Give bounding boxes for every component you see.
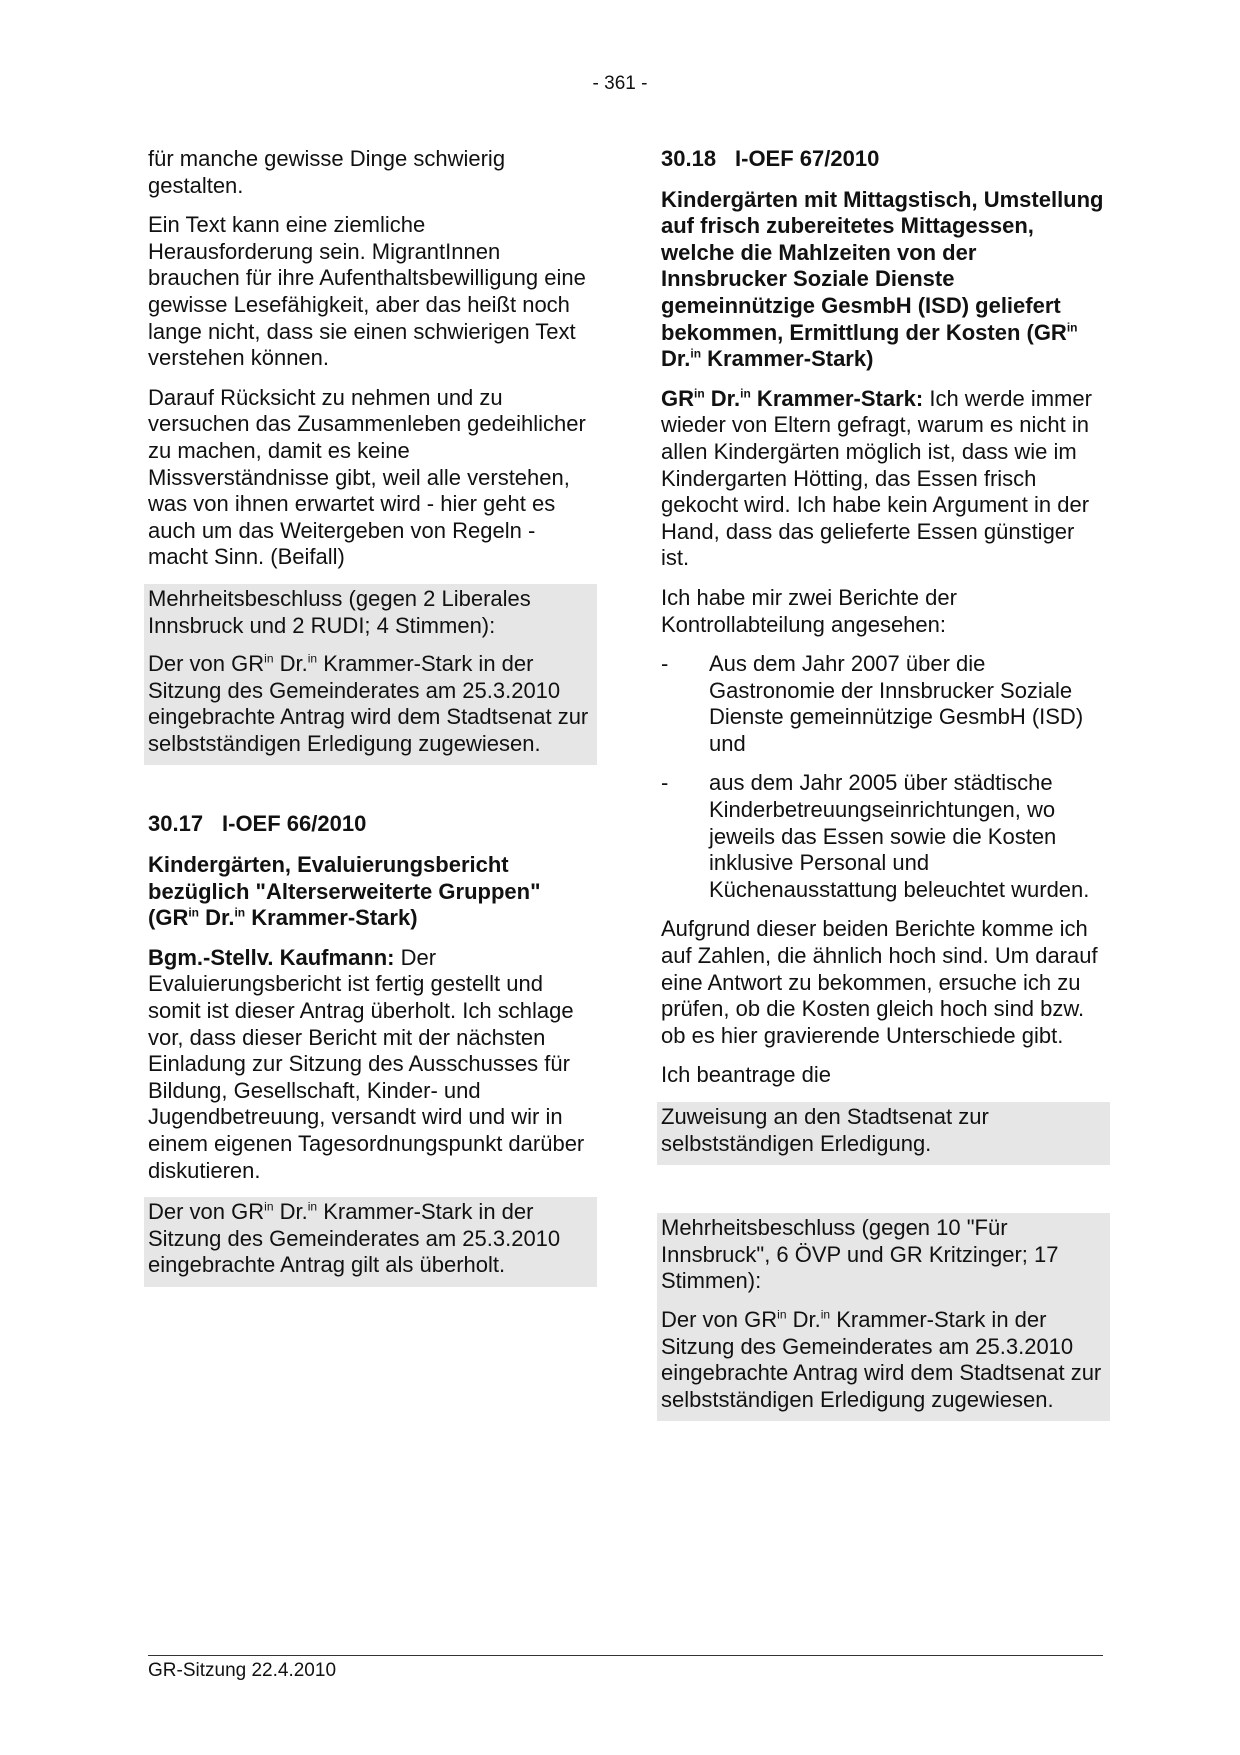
motion-block <box>657 1102 1110 1165</box>
left-column <box>148 146 593 1287</box>
list-item-text: aus dem Jahr 2005 über städtische Kinderbetreuungseinrichtungen, wo jeweils das Essen sowie die Kosten inklusive Personal und Küchenausstattung beleuchtet wurden. <box>709 770 1090 902</box>
agenda-item-number: 30.17 <box>148 811 204 837</box>
right-column <box>661 146 1106 1421</box>
agenda-item-title: Kindergärten, Evaluierungsbericht bezüglich "Alterserweiterte Gruppen" ($GR^{in}$ Dr.$^{in}$ Krammer-Stark) <box>148 852 541 931</box>
paragraph: für manche gewisse Dinge schwierig gestalten. <box>148 146 506 198</box>
decision-block <box>144 584 597 766</box>
speaker-name: Bgm.-Stellv. Kaufmann: <box>148 944 395 970</box>
decision-text: Der von $GR^{in}$ Dr.$^{in}$ Krammer-Stark in der Sitzung des Gemeinderates am 25.3.2010 eingebrachte Antrag wird dem Stadtsenat zur selbstständigen Erledigung zugewiesen. <box>148 651 589 756</box>
speech-paragraph: Bgm.-Stellv. Kaufmann: Der Evaluierungsbericht ist fertig gestellt und somit ist dieser Antrag überholt. Ich schlage vor, dass dieser Bericht mit der nächsten Einladung zur Sitzung des Ausschusses für Bildung, Gesellschaft, Kinder- und Jugendbetreuung, versandt wird und wir in einem eigenen Tagesordnungspunkt darüber diskutieren. <box>148 944 585 1183</box>
page-number: - 361 - <box>592 73 648 94</box>
speech-paragraph: $GR^{in}$ Dr.$^{in}$ Krammer-Stark: Ich werde immer wieder von Eltern gefragt, warum es nicht in allen Kindergärten möglich ist, dass wie im Kindergarten Hötting, das Essen frisch gekocht wird. Ich habe kein Argument in der Hand, dass das gelieferte Essen günstiger ist. <box>661 385 1092 571</box>
decision-block <box>657 1213 1110 1421</box>
paragraph: Ein Text kann eine ziemliche Herausforderung sein. MigrantInnen brauchen für ihre Aufenthaltsbewilligung eine gewisse Lesefähigkeit, aber das heißt noch lange nicht, dass sie einen schwierigen Text verstehen können. <box>148 212 586 371</box>
motion-text: Zuweisung an den Stadtsenat zur selbstständigen Erledigung. <box>661 1104 989 1156</box>
paragraph: Aufgrund dieser beiden Berichte komme ich auf Zahlen, die ähnlich hoch sind. Um darauf eine Antwort zu bekommen, ersuche ich zu prüfen, ob die Kosten gleich hoch sind bzw. ob es hier gravierende Unterschiede gibt. <box>661 916 1098 1048</box>
vote-result: Mehrheitsbeschluss (gegen 10 "Für Innsbruck", 6 ÖVP und GR Kritzinger; 17 Stimmen): <box>661 1215 1059 1294</box>
agenda-item-heading <box>148 811 593 838</box>
decision-block <box>144 1197 597 1287</box>
agenda-item-code: I-OEF 67/2010 <box>735 146 880 171</box>
dash-bullet: - <box>661 770 669 796</box>
list-item <box>661 770 1106 903</box>
vote-result: Mehrheitsbeschluss (gegen 2 Liberales Innsbruck und 2 RUDI; 4 Stimmen): <box>148 585 531 638</box>
agenda-item-code: I-OEF 66/2010 <box>222 811 367 837</box>
list-item-text: Aus dem Jahr 2007 über die Gastronomie der Innsbrucker Soziale Dienste gemeinnützige GesmbH (ISD) und <box>709 651 1084 756</box>
agenda-item-title: Kindergärten mit Mittagstisch, Umstellung auf frisch zubereitetes Mittagessen, welche die Mahlzeiten von der Innsbrucker Soziale Dienste gemeinnützige GesmbH (ISD) geliefert bekommen, Ermittlung der Kosten ($GR^{in}$ Dr.$^{in}$ Krammer-Stark) <box>661 186 1104 372</box>
decision-text: Der von $GR^{in}$ Dr.$^{in}$ Krammer-Stark in der Sitzung des Gemeinderates am 25.3.2010 eingebrachte Antrag gilt als überholt. <box>148 1199 561 1278</box>
footer-text: GR-Sitzung 22.4.2010 <box>148 1660 337 1681</box>
decision-text: Der von $GR^{in}$ Dr.$^{in}$ Krammer-Stark in der Sitzung des Gemeinderates am 25.3.2010 eingebrachte Antrag wird dem Stadtsenat zur selbstständigen Erledigung zugewiesen. <box>661 1306 1102 1412</box>
dash-bullet: - <box>661 651 669 677</box>
footer-divider <box>148 1655 1103 1656</box>
paragraph: Ich habe mir zwei Berichte der Kontrollabteilung angesehen: <box>661 584 957 637</box>
agenda-item-heading <box>661 146 1106 173</box>
paragraph: Darauf Rücksicht zu nehmen und zu versuchen das Zusammenleben gedeihlicher zu machen, damit es keine Missverständnisse gibt, weil alle verstehen, was von ihnen erwartet wird - hier geht es auch um das Weitergeben von Regeln - macht Sinn. (Beifall) <box>148 384 586 570</box>
agenda-item-number: 30.18 <box>661 146 717 171</box>
speaker-name: $GR^{in}$ Dr.$^{in}$ Krammer-Stark: <box>661 385 924 411</box>
list-item <box>661 651 1106 757</box>
paragraph: Ich beantrage die <box>661 1062 832 1088</box>
